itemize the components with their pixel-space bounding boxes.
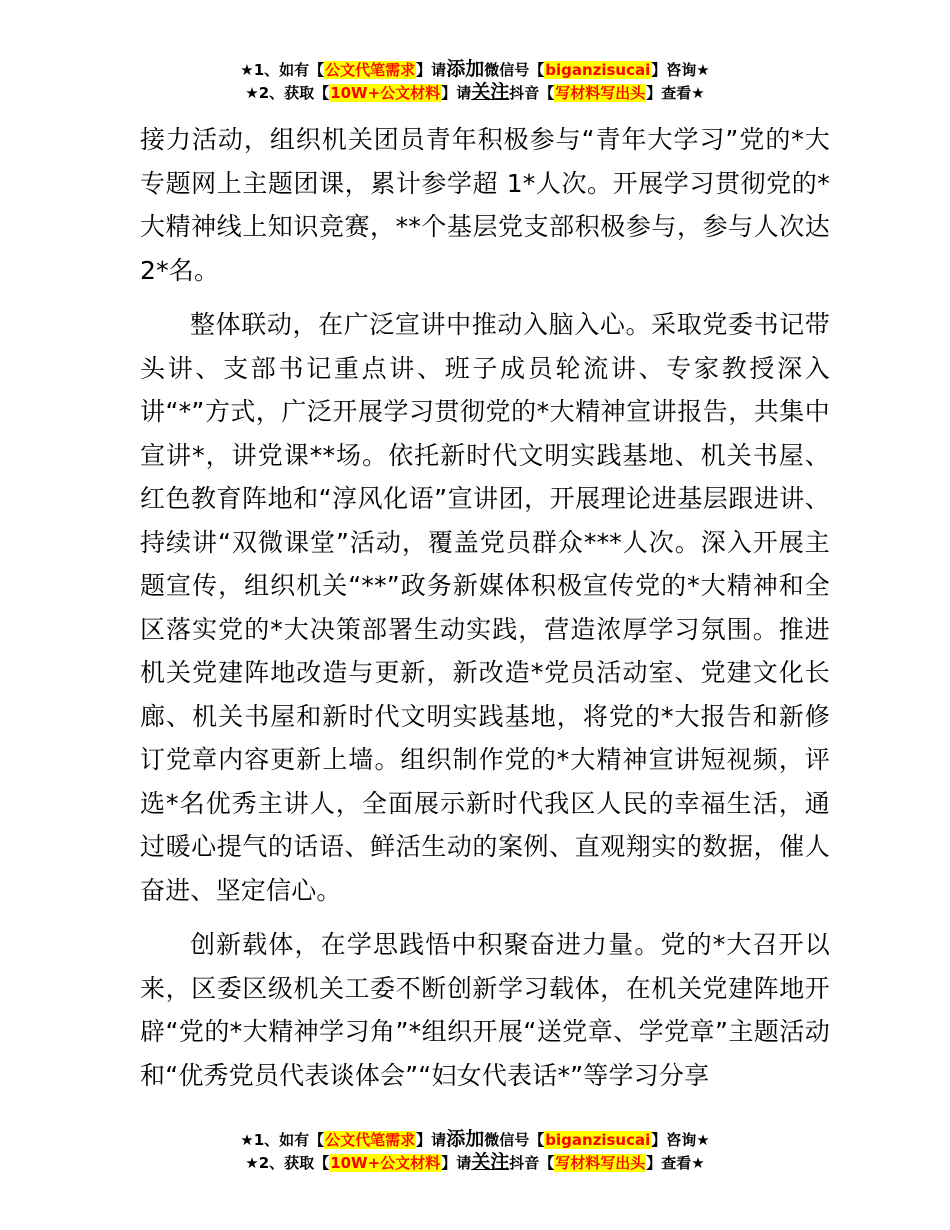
promo-text: 】查看★ [646, 84, 705, 102]
promo-line-2 [0, 81, 950, 104]
promo-line-1 [0, 58, 950, 81]
top-promo-banner [0, 58, 950, 104]
paragraph: 创新载体，在学思践悟中积聚奋进力量。党的*大召开以来，区委区级机关工委不断创新学习载体，在机关党建阵地开辟“党的*大精神学习角”*组织开展“送党章、学党章”主题活动和“优秀党员代表谈体会”“妇女代表话*”等学习分享 [140, 930, 830, 1090]
promo-text: ★2、获取【 [245, 1154, 330, 1172]
promo-highlight: 10W+公文材料 [330, 84, 441, 102]
promo-text: ★1、如有【 [240, 61, 325, 79]
promo-highlight: 公文代笔需求 [325, 61, 416, 79]
promo-text: 】请 [441, 84, 472, 102]
promo-text: 】请 [416, 61, 447, 79]
promo-line-2 [0, 1151, 950, 1174]
promo-text: 微信号【 [484, 61, 545, 79]
promo-text: ★2、获取【 [245, 84, 330, 102]
promo-text: 抖音【 [509, 1154, 555, 1172]
document-body [140, 118, 830, 1108]
promo-text: 】咨询★ [651, 61, 710, 79]
promo-emphasis: 添加 [446, 1128, 485, 1150]
promo-highlight: 10W+公文材料 [330, 1154, 441, 1172]
promo-text: 】咨询★ [651, 1131, 710, 1149]
promo-emphasis: 关注 [471, 1151, 510, 1173]
promo-text: 微信号【 [484, 1131, 545, 1149]
promo-text: 抖音【 [509, 84, 555, 102]
bottom-promo-banner [0, 1128, 950, 1174]
promo-emphasis: 添加 [446, 58, 485, 80]
promo-line-1 [0, 1128, 950, 1151]
promo-highlight: 公文代笔需求 [325, 1131, 416, 1149]
promo-highlight: biganzisucai [545, 1131, 651, 1149]
promo-highlight: biganzisucai [545, 61, 651, 79]
paragraph: 整体联动，在广泛宣讲中推动入脑入心。采取党委书记带头讲、支部书记重点讲、班子成员轮流讲、专家教授深入讲“*”方式，广泛开展学习贯彻党的*大精神宣讲报告，共集中宣讲*，讲党课**场。依托新时代文明实践基地、机关书屋、红色教育阵地和“淳风化语”宣讲团，开展理论进基层跟进讲、持续讲“双微课堂”活动，覆盖党员群众***人次。深入开展主题宣传，组织机关“**”政务新媒体积极宣传党的*大精神和全区落实党的*大决策部署生动实践，营造浓厚学习氛围。推进机关党建阵地改造与更新，新改造*党员活动室、党建文化长廊、机关书屋和新时代文明实践基地，将党的*大报告和新修订党章内容更新上墙。组织制作党的*大精神宣讲短视频，评选*名优秀主讲人，全面展示新时代我区人民的幸福生活，通过暖心提气的话语、鲜活生动的案例、直观翔实的数据，催人奋进、坚定信心。 [140, 310, 830, 905]
promo-highlight: 写材料写出头 [555, 1154, 646, 1172]
promo-text: 】请 [441, 1154, 472, 1172]
promo-emphasis: 关注 [471, 81, 510, 103]
promo-text: ★1、如有【 [240, 1131, 325, 1149]
promo-text: 】请 [416, 1131, 447, 1149]
promo-highlight: 写材料写出头 [555, 84, 646, 102]
paragraph: 接力活动，组织机关团员青年积极参与“青年大学习”党的*大专题网上主题团课，累计参学超 1*人次。开展学习贯彻党的*大精神线上知识竞赛，**个基层党支部积极参与，参与人次达 2*名。 [140, 125, 830, 285]
promo-text: 】查看★ [646, 1154, 705, 1172]
